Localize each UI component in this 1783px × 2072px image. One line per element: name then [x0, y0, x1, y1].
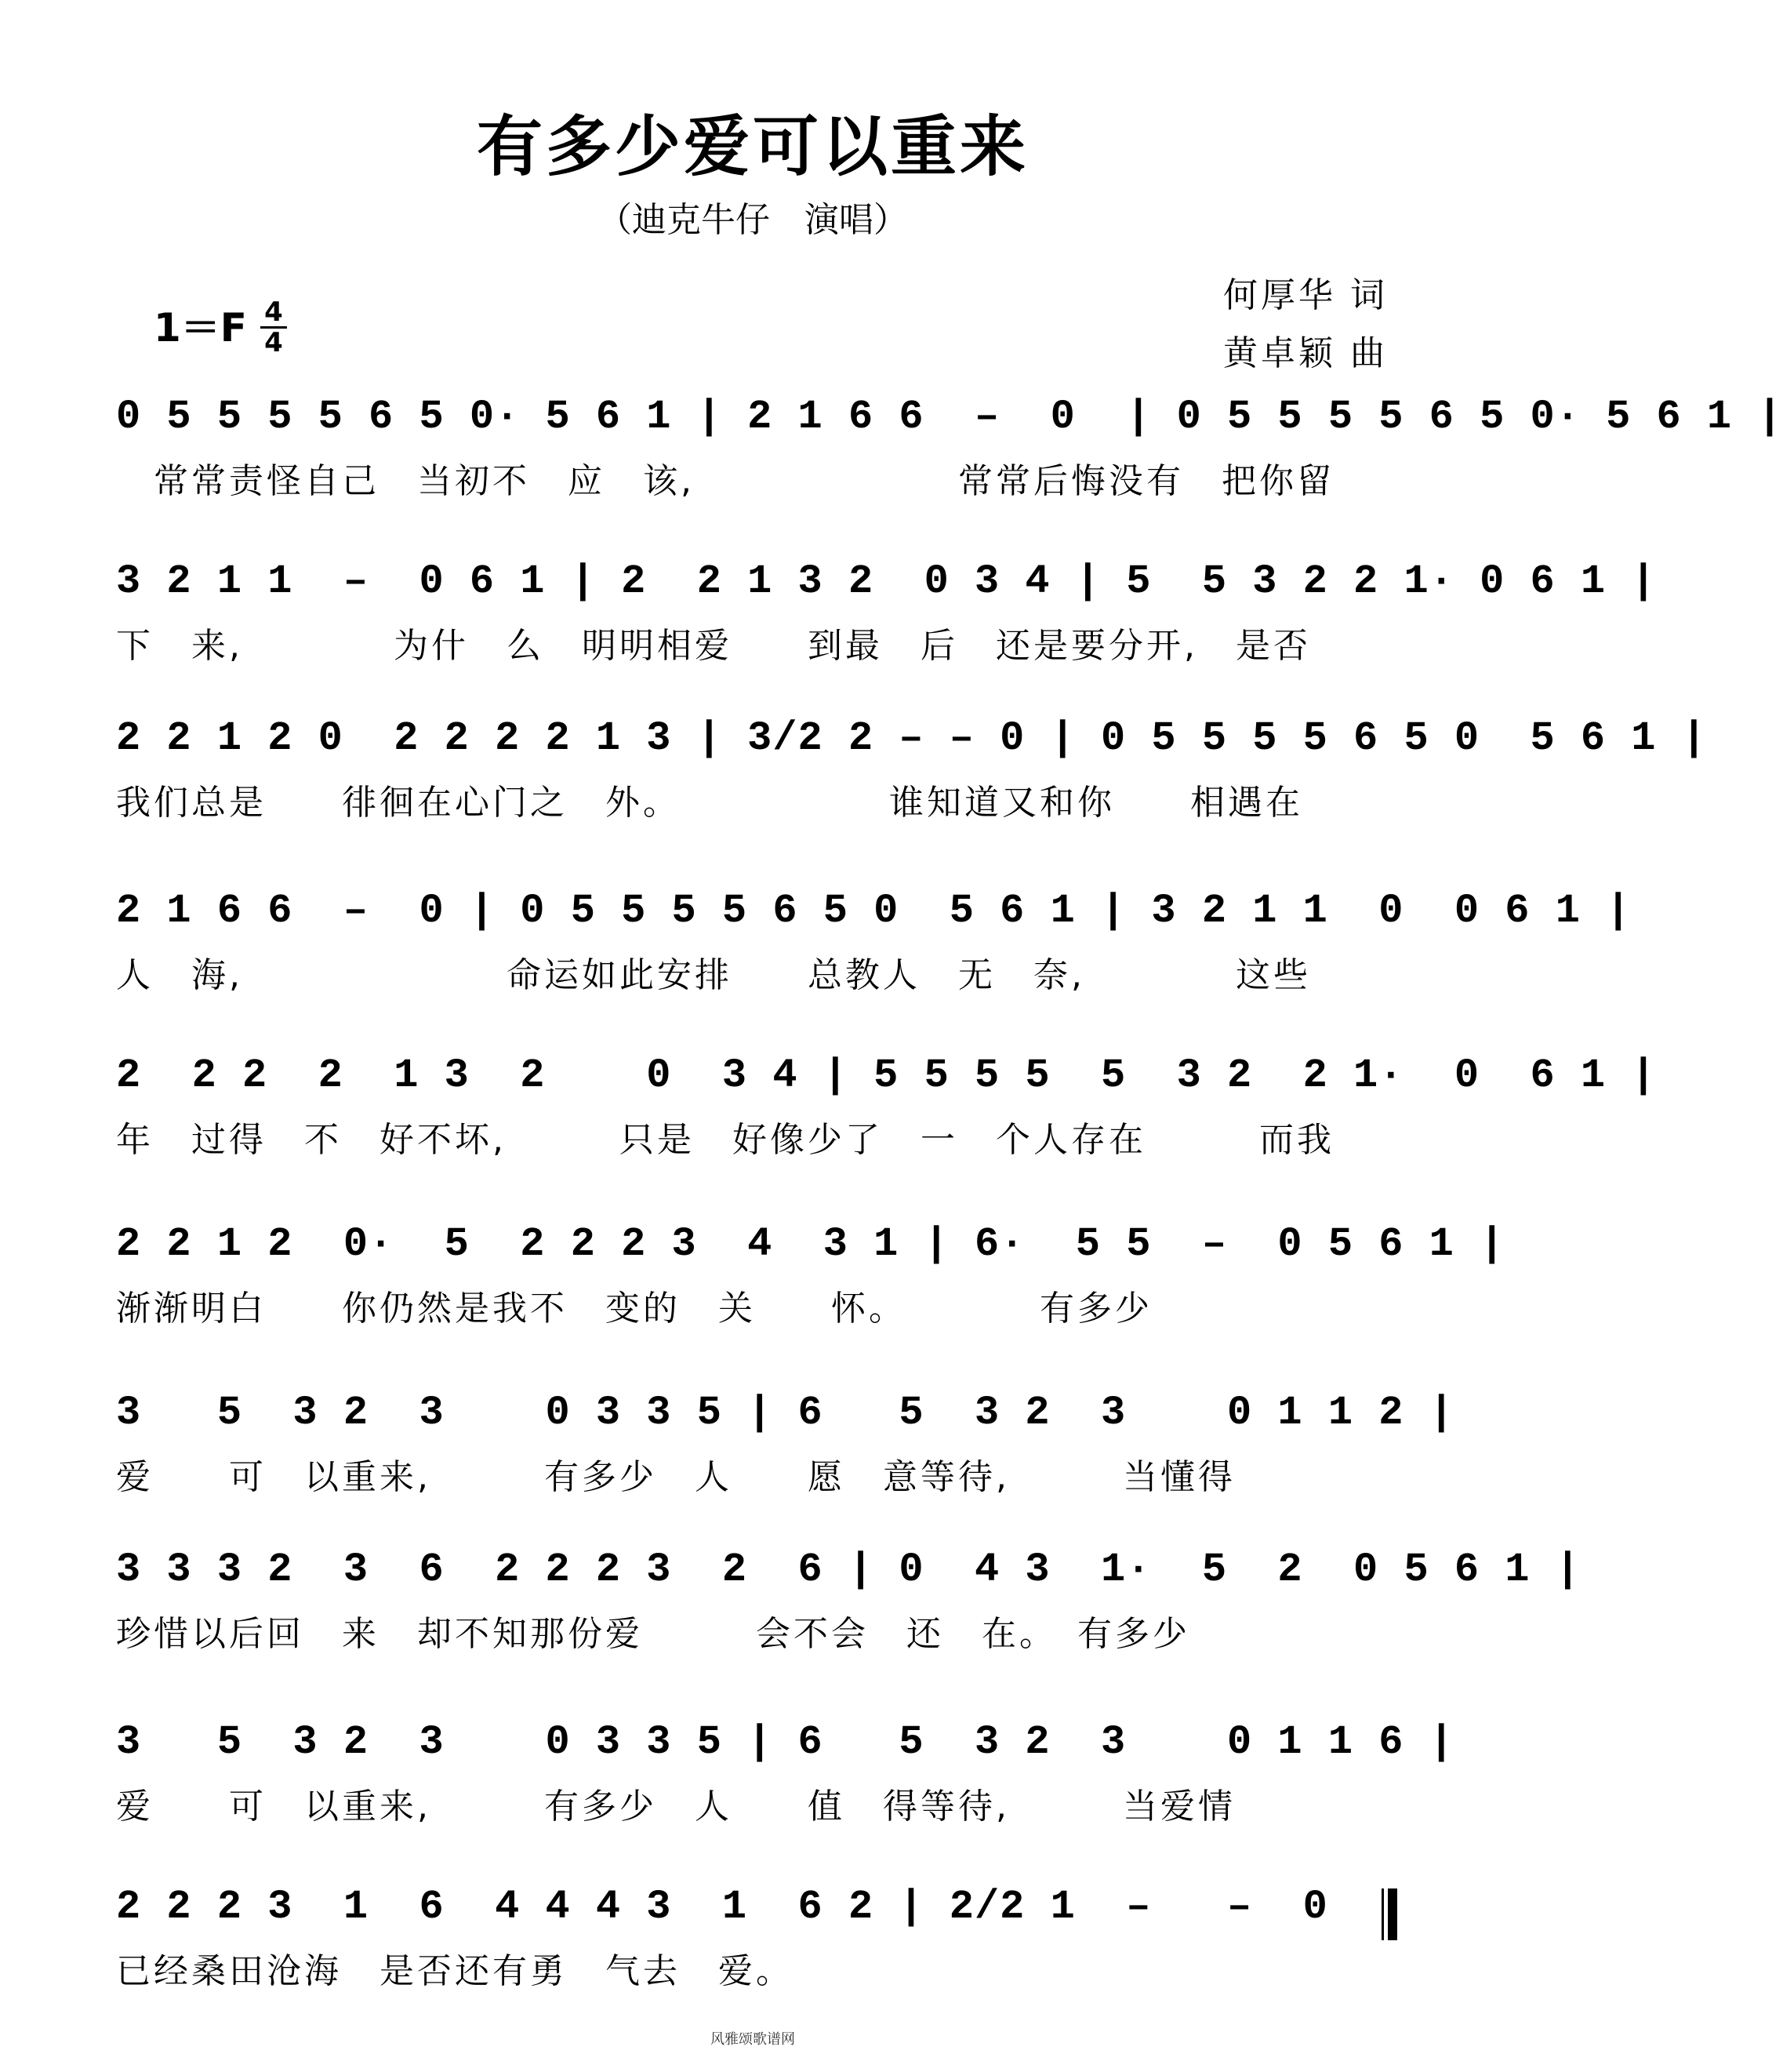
- footer-watermark: 风雅颂歌谱网: [710, 2031, 795, 2048]
- notation: 3 3 3 2 3 6 2 2 2 3 2 6 | 0 4 3 1· 5 2 0 5 6 1 |: [116, 1547, 1581, 1593]
- lyrics: 人 海, 命运如此安排 总教人 无 奈, 这些: [116, 955, 1311, 995]
- lyrics: 爱 可 以重来, 有多少 人 愿 意等待, 当懂得: [116, 1457, 1236, 1497]
- song-title: 有多少爱可以重来: [476, 107, 1029, 185]
- time-denominator: 4: [260, 326, 287, 357]
- lyrics: 渐渐明白 你仍然是我不 变的 关 怀。 有多少: [116, 1289, 1153, 1329]
- notation: 2 2 2 3 1 6 4 4 4 3 1 6 2 | 2/2 1 – – 0: [116, 1884, 1328, 1930]
- notation: 0 5 5 5 5 6 5 0· 5 6 1 | 2 1 6 6 – 0 | 0 5 5 5 5 6 5 0· 5 6 1 |: [116, 394, 1783, 440]
- notation: 2 2 1 2 0· 5 2 2 2 3 4 3 1 | 6· 5 5 – 0 5 6 1 |: [116, 1221, 1505, 1267]
- notation: 3 5 3 2 3 0 3 3 5 | 6 5 3 2 3 0 1 1 6 |: [116, 1719, 1454, 1765]
- lyrics: 年 过得 不 好不坏, 只是 好像少了 一 个人存在 而我: [116, 1120, 1335, 1160]
- composer: 黄卓颖 曲: [1223, 333, 1388, 373]
- notation: 2 1 6 6 – 0 | 0 5 5 5 5 6 5 0 5 6 1 | 3 2 1 1 0 0 6 1 |: [116, 888, 1632, 934]
- lyrics: 爱 可 以重来, 有多少 人 值 得等待, 当爱情: [116, 1787, 1236, 1827]
- lyricist: 何厚华 词: [1223, 275, 1388, 315]
- final-barline: [1382, 1888, 1397, 1940]
- lyrics: 常常责怪自己 当初不 应 该, 常常后悔没有 把你留: [116, 461, 1335, 501]
- notation: 2 2 1 2 0 2 2 2 2 1 3 | 3/2 2 – – 0 | 0 5 5 5 5 6 5 0 5 6 1 |: [116, 715, 1707, 762]
- lyrics: 珍惜以后回 来 却不知那份爱 会不会 还 在。 有多少: [116, 1614, 1190, 1654]
- performer: （迪克牛仔 演唱）: [597, 200, 908, 240]
- lyrics: 已经桑田沧海 是否还有勇 气去 爱。: [116, 1951, 793, 1991]
- time-signature: [260, 298, 287, 357]
- notation: 3 2 1 1 – 0 6 1 | 2 2 1 3 2 0 3 4 | 5 5 3 2 2 1· 0 6 1 |: [116, 558, 1657, 605]
- notation: 3 5 3 2 3 0 3 3 5 | 6 5 3 2 3 0 1 1 2 |: [116, 1390, 1454, 1436]
- notation: 2 2 2 2 1 3 2 0 3 4 | 5 5 5 5 5 3 2 2 1· 0 6 1 |: [116, 1052, 1657, 1099]
- time-numerator: 4: [264, 296, 283, 328]
- key-signature: 1＝F: [154, 305, 247, 351]
- lyrics: 我们总是 徘徊在心门之 外。 谁知道又和你 相遇在: [116, 783, 1303, 823]
- lyrics: 下 来, 为什 么 明明相爱 到最 后 还是要分开, 是否: [116, 626, 1311, 666]
